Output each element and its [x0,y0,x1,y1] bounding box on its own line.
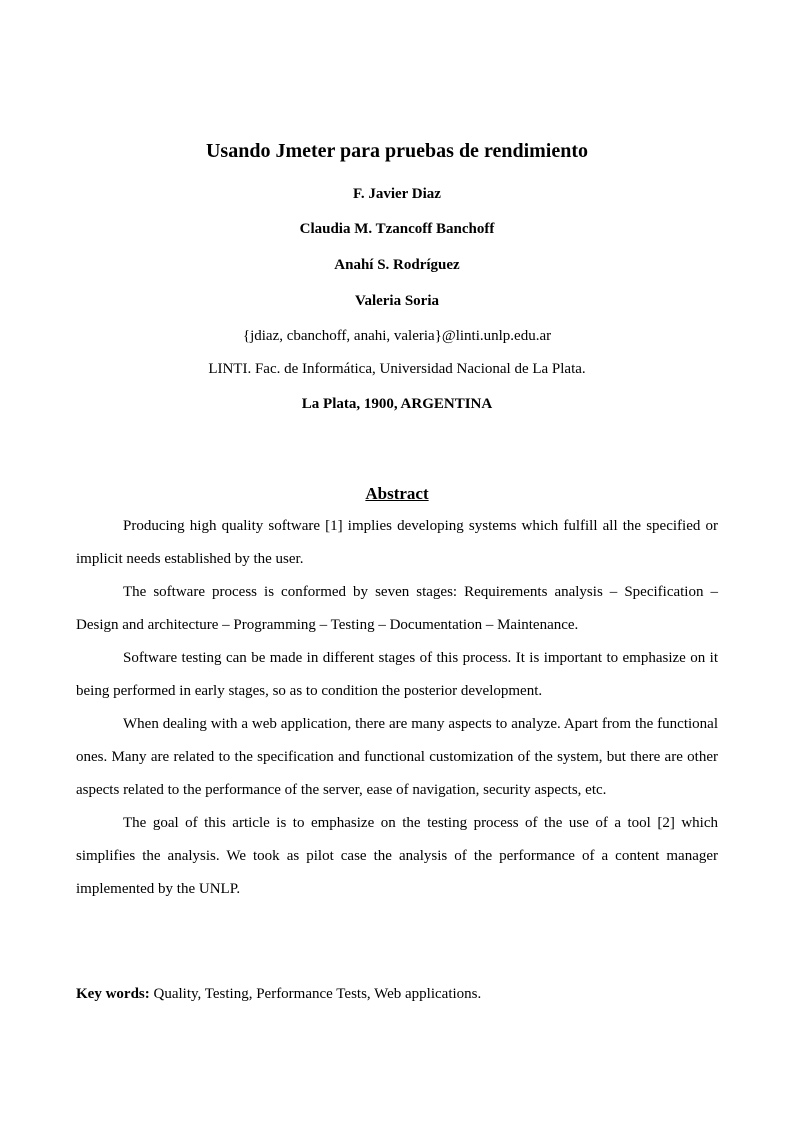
abstract-paragraph: The software process is conformed by seven stages: Requirements analysis – Specification – Design and architecture – Programming – Testing – Documentation – Maintenance. [76,584,718,633]
abstract-heading: Abstract [365,484,429,503]
author-emails: {jdiaz, cbanchoff, anahi, valeria}@linti.unlp.edu.ar [242,328,552,344]
affiliation: LINTI. Fac. de Informática, Universidad Nacional de La Plata. [208,361,586,377]
abstract-paragraph: Producing high quality software [1] implies developing systems which fulfill all the specified or implicit needs established by the user. [76,518,718,567]
author-name: F. Javier Diaz [353,186,441,202]
abstract-paragraph: The goal of this article is to emphasize on the testing process of the use of a tool [2] which simplifies the analysis. We took as pilot case the analysis of the performance of a content manager implemented by the UNLP. [76,815,718,897]
keywords-label: Key words: [76,986,150,1002]
paper-title: Usando Jmeter para pruebas de rendimiento [205,140,589,162]
abstract-paragraph: When dealing with a web application, there are many aspects to analyze. Apart from the functional ones. Many are related to the specification and functional customization of the system, but there are other aspects related to the performance of the server, ease of navigation, security aspects, etc. [76,716,718,798]
author-name: Anahí S. Rodríguez [334,257,460,273]
location: La Plata, 1900, ARGENTINA [301,396,493,412]
keywords [76,984,718,1004]
author-name: Claudia M. Tzancoff Banchoff [299,221,495,237]
keywords-text: Quality, Testing, Performance Tests, Web applications. [149,986,482,1002]
abstract-body [76,510,718,906]
author-name: Valeria Soria [354,293,440,309]
abstract-paragraph: Software testing can be made in different stages of this process. It is important to emphasize on it being performed in early stages, so as to condition the posterior development. [76,650,718,699]
